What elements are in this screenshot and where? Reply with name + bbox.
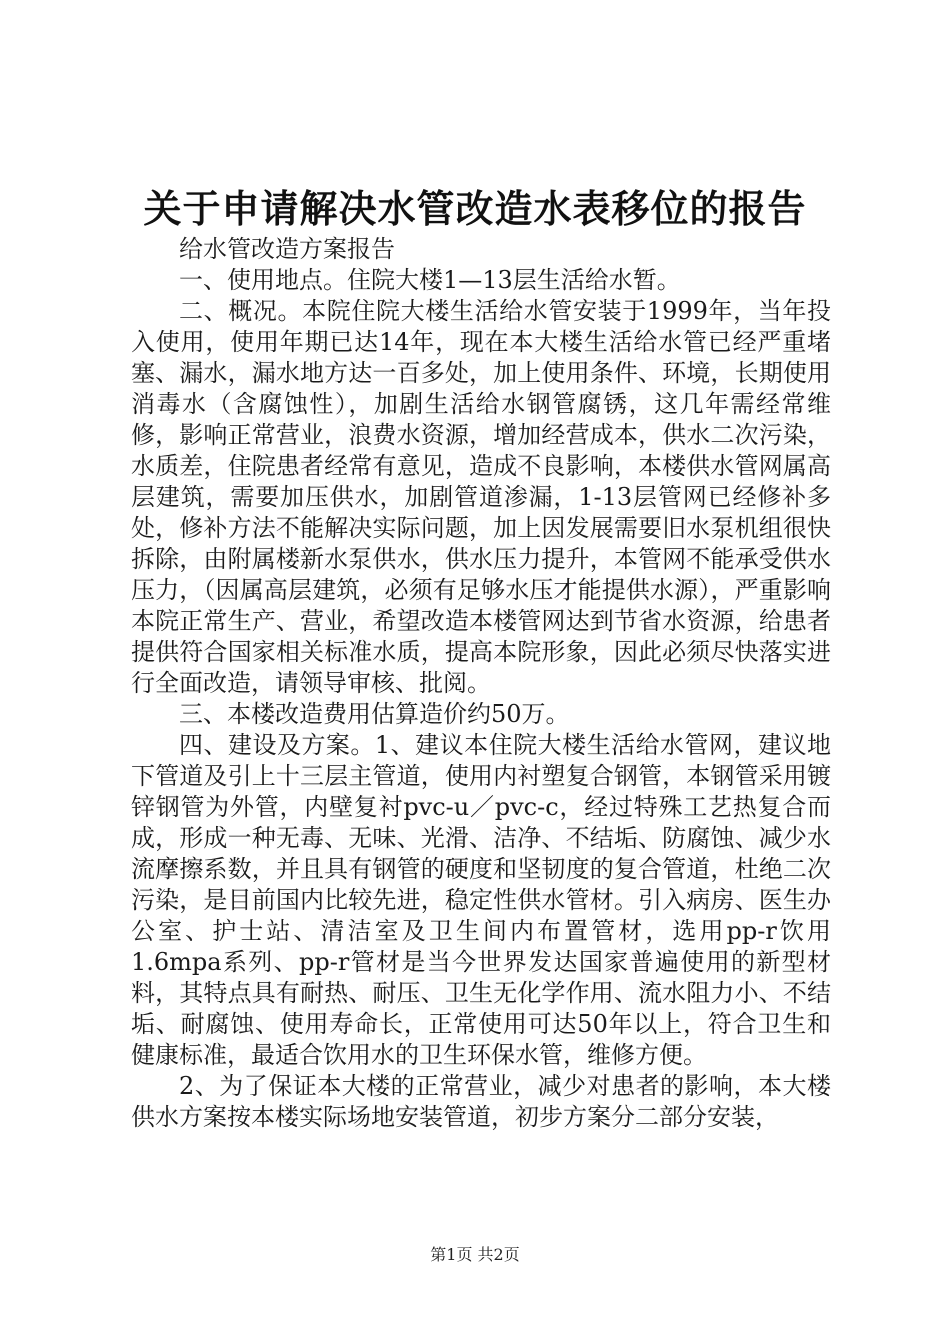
- document-body: [131, 234, 831, 1133]
- paragraph-location: 一、使用地点。住院大楼1—13层生活给水暂。: [179, 266, 681, 294]
- paragraph-cost: 三、本楼改造费用估算造价约50万。: [179, 700, 570, 728]
- page-number-footer: 第1页 共2页: [430, 1245, 520, 1264]
- paragraph-subtitle: 给水管改造方案报告: [179, 235, 395, 263]
- paragraph-plan-2: 2、为了保证本大楼的正常营业，减少对患者的影响，本大楼供水方案按本楼实际场地安装管道，初步方案分二部分安装，: [131, 1072, 831, 1131]
- paragraph-overview: 二、概况。本院住院大楼生活给水管安装于1999年，当年投入使用，使用年期已达14年，现在本大楼生活给水管已经严重堵塞、漏水，漏水地方达一百多处，加上使用条件、环境，长期使用消毒水（含腐蚀性），加剧生活给水钢管腐锈，这几年需经常维修，影响正常营业，浪费水资源，增加经营成本，供水二次污染，水质差，住院患者经常有意见，造成不良影响，本楼供水管网属高层建筑，需要加压供水，加剧管道渗漏，1-13层管网已经修补多处，修补方法不能解决实际问题，加上因发展需要旧水泵机组很快拆除，由附属楼新水泵供水，供水压力提升，本管网不能承受供水压力，（因属高层建筑，必须有足够水压才能提供水源），严重影响本院正常生产、营业，希望改造本楼管网达到节省水资源，给患者提供符合国家相关标准水质，提高本院形象，因此必须尽快落实进行全面改造，请领导审核、批阅。: [131, 297, 831, 697]
- paragraph-plan: 四、建设及方案。1、建议本住院大楼生活给水管网，建议地下管道及引上十三层主管道，使用内衬塑复合钢管，本钢管采用镀锌钢管为外管，内壁复衬pvc-u／pvc-c，经过特殊工艺热复合而成，形成一种无毒、无味、光滑、洁净、不结垢、防腐蚀、减少水流摩擦系数，并且具有钢管的硬度和坚韧度的复合管道，杜绝二次污染，是目前国内比较先进，稳定性供水管材。引入病房、医生办公室、护士站、清洁室及卫生间内布置管材，选用pp-r饮用1.6mpa系列、pp-r管材是当今世界发达国家普遍使用的新型材料，其特点具有耐热、耐压、卫生无化学作用、流水阻力小、不结垢、耐腐蚀、使用寿命长，正常使用可达50年以上，符合卫生和健康标准，最适合饮用水的卫生环保水管，维修方便。: [131, 731, 831, 1069]
- document-title: 关于申请解决水管改造水表移位的报告: [143, 186, 807, 231]
